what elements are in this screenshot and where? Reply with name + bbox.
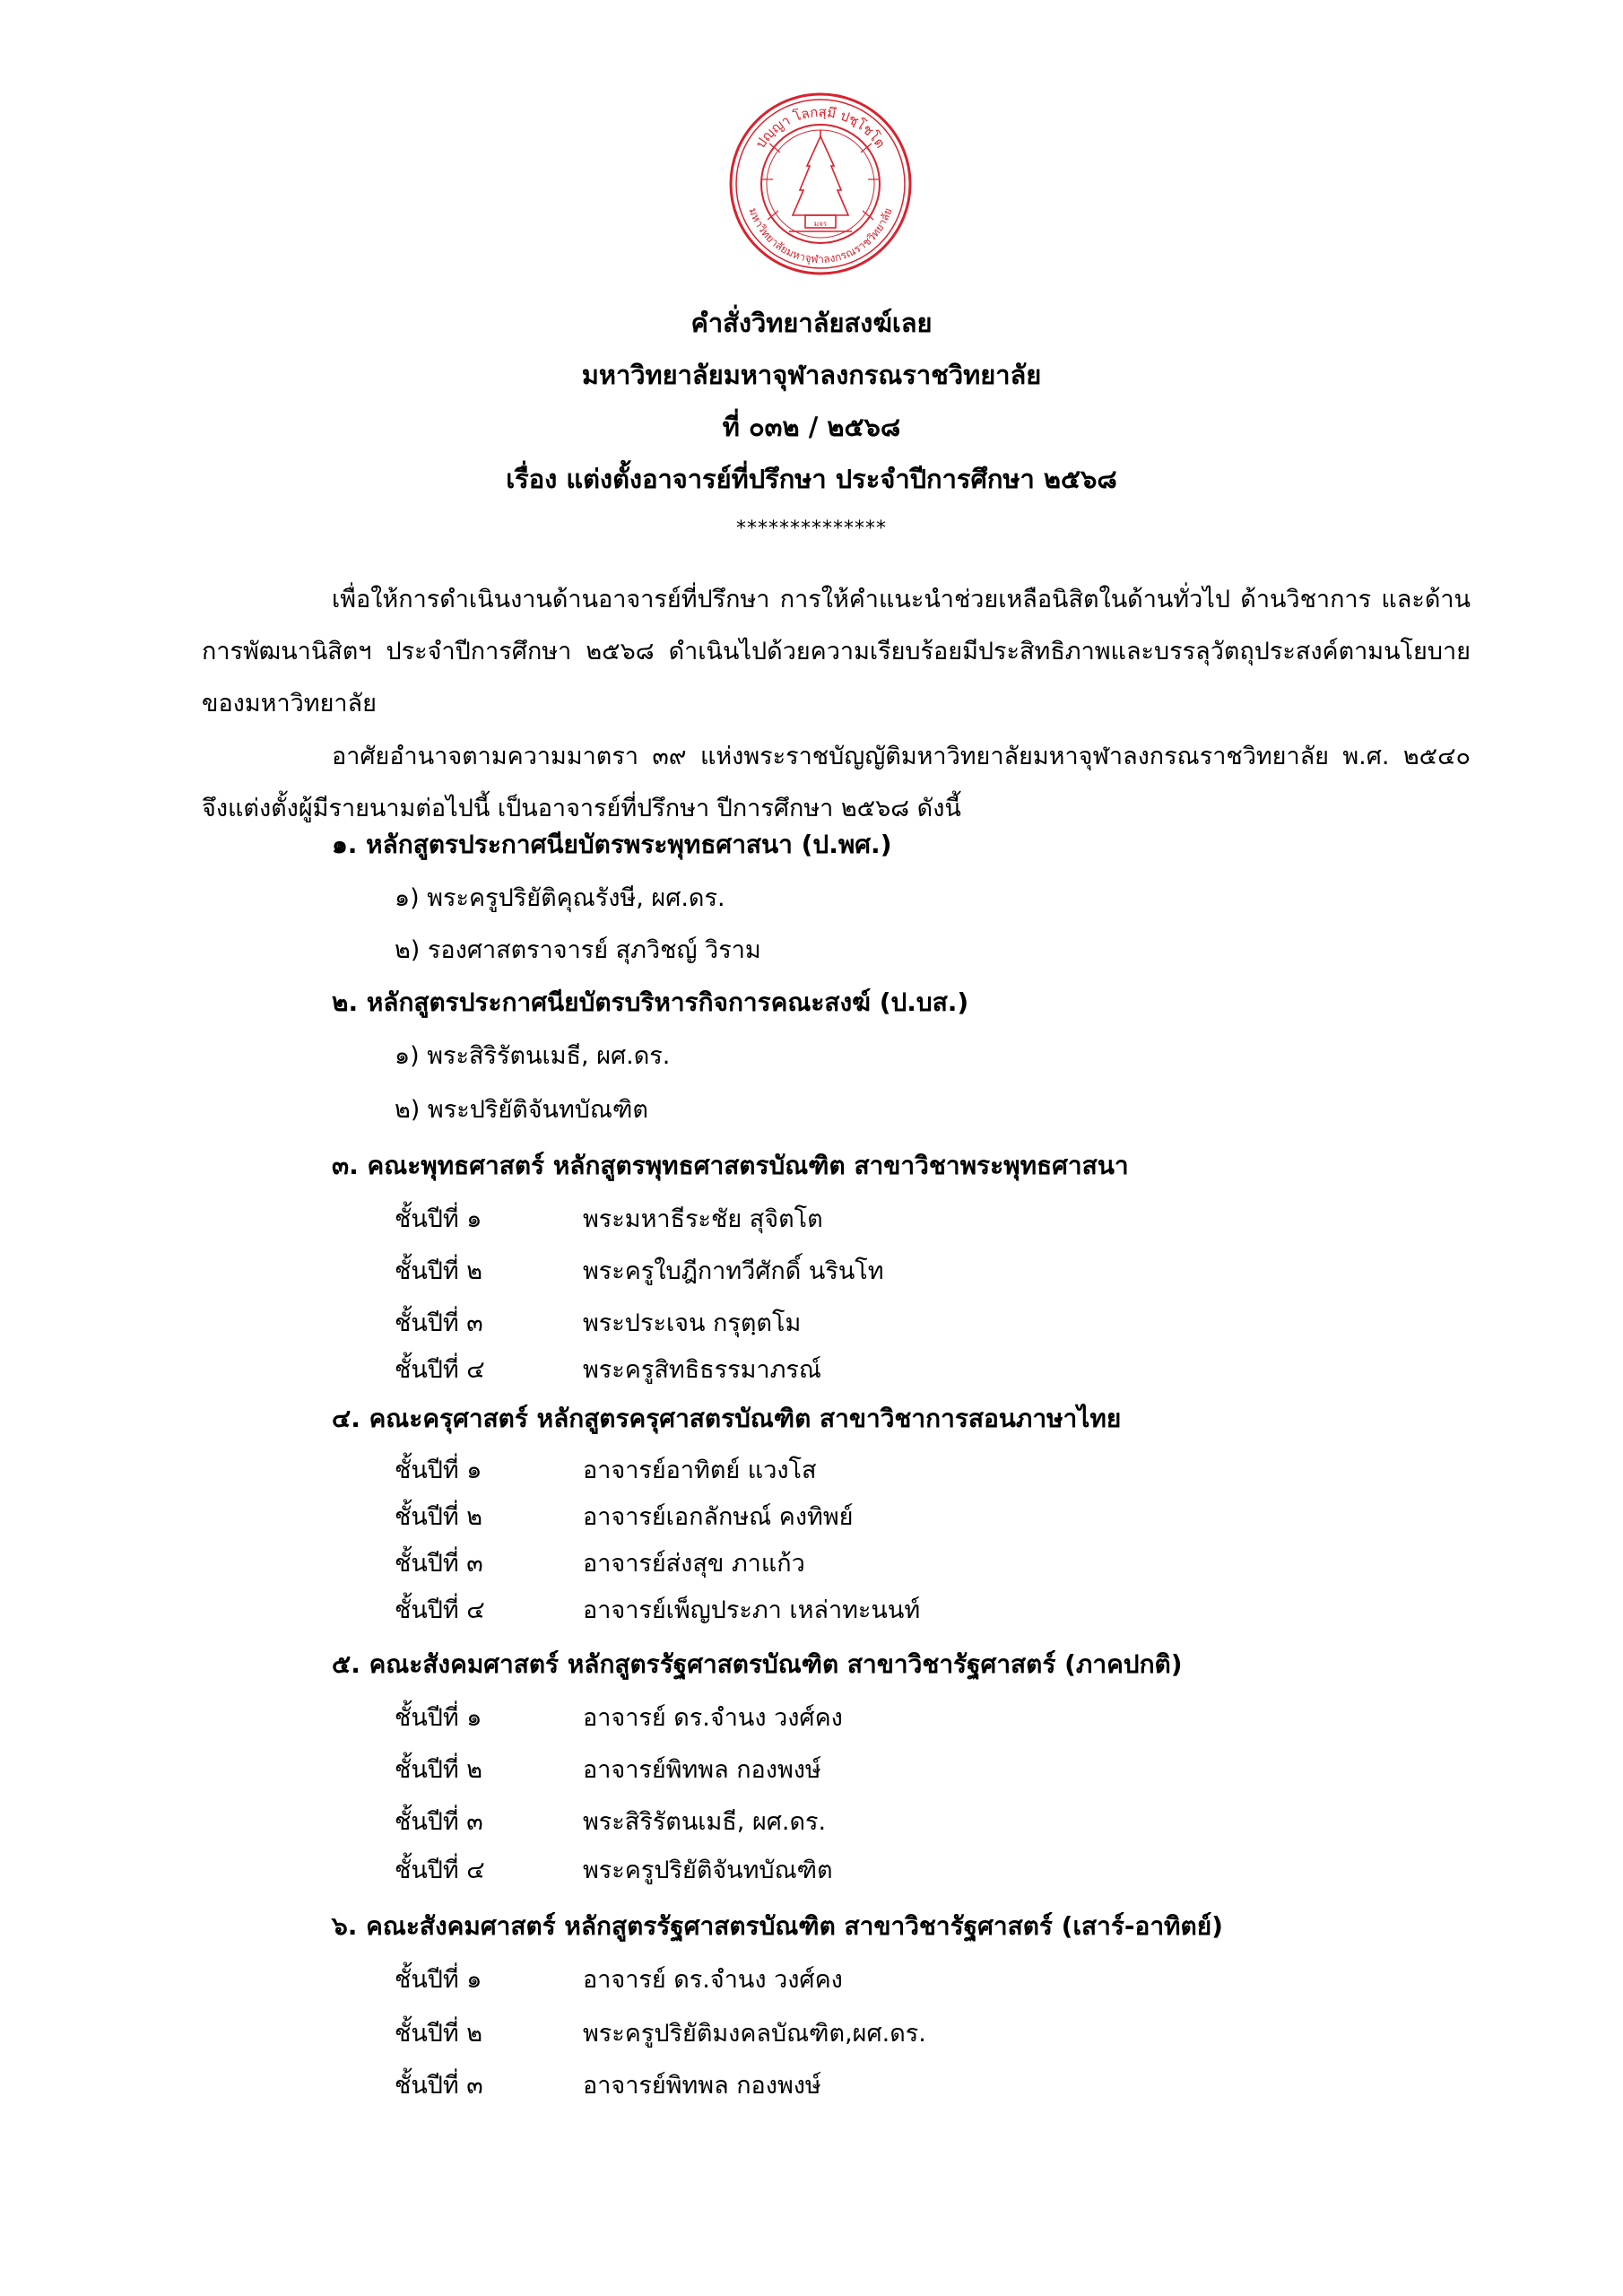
order-number: ที่ ๐๓๒ / ๒๕๖๘ bbox=[722, 412, 901, 442]
advisor-name: พระครูปริยัติมงคลบัณฑิต,ผศ.ดร. bbox=[583, 2020, 926, 2048]
year-label: ชั้นปีที่ ๓ bbox=[395, 1550, 483, 1578]
section-heading: ๕. คณะสังคมศาสตร์ หลักสูตรรัฐศาสตรบัณฑิต สาขาวิชารัฐศาสตร์ (ภาคปกติ) bbox=[332, 1649, 1183, 1679]
university-seal-logo bbox=[726, 90, 915, 278]
year-label: ชั้นปีที่ ๒ bbox=[395, 1503, 483, 1531]
year-label: ชั้นปีที่ ๓ bbox=[395, 1808, 483, 1836]
advisor-name: พระสิริรัตนเมธี, ผศ.ดร. bbox=[583, 1808, 827, 1836]
advisor-name: อาจารย์ ดร.จำนง วงศ์คง bbox=[583, 1704, 843, 1732]
year-label: ชั้นปีที่ ๑ bbox=[395, 1966, 482, 1994]
year-label: ชั้นปีที่ ๒ bbox=[395, 2020, 483, 2048]
advisor-name: พระครูสิทธิธรรมาภรณ์ bbox=[583, 1356, 821, 1384]
advisor-name: พระมหาธีระชัย สุจิตโต bbox=[583, 1205, 823, 1233]
advisor-name: อาจารย์ ดร.จำนง วงศ์คง bbox=[583, 1966, 843, 1994]
year-label: ชั้นปีที่ ๑ bbox=[395, 1205, 482, 1233]
year-label: ชั้นปีที่ ๑ bbox=[395, 1704, 482, 1732]
section-heading: ๑. หลักสูตรประกาศนียบัตรพระพุทธศาสนา (ป.พศ.) bbox=[332, 830, 892, 859]
advisor-name: อาจารย์พิทพล กองพงษ์ bbox=[583, 2072, 821, 2100]
intro-paragraph: เพื่อให้การดำเนินงานด้านอาจารย์ที่ปรึกษา การให้คำแนะนำช่วยเหลือนิสิตในด้านทั่วไป ด้านวิชาการ และด้านการพัฒนานิสิตฯ ประจำปีการศึกษา ๒๕๖๘ ดำเนินไปด้วยความเรียบร้อยมีประสิทธิภาพและบรรลุวัตถุประสงค์ตามนโยบายของมหาวิทยาลัย bbox=[202, 586, 1471, 718]
advisor-name: พระครูใบฎีกาทวีศักดิ์ นรินโท bbox=[583, 1257, 884, 1285]
advisor-name: อาจารย์ส่งสุข ภาแก้ว bbox=[583, 1550, 805, 1578]
section-heading: ๒. หลักสูตรประกาศนียบัตรบริหารกิจการคณะสงฆ์ (ป.บส.) bbox=[332, 987, 969, 1017]
authority-paragraph: อาศัยอำนาจตามความมาตรา ๓๙ แห่งพระราชบัญญัติมหาวิทยาลัยมหาจุฬาลงกรณราชวิทยาลัย พ.ศ. ๒๕๔๐ จึงแต่งตั้งผู้มีรายนามต่อไปนี้ เป็นอาจารย์ที่ปรึกษา ปีการศึกษา ๒๕๖๘ ดังนี้ bbox=[202, 743, 1471, 822]
year-label: ชั้นปีที่ ๓ bbox=[395, 2072, 483, 2100]
year-label: ชั้นปีที่ ๑ bbox=[395, 1457, 482, 1484]
year-label: ชั้นปีที่ ๓ bbox=[395, 1309, 483, 1337]
year-label: ชั้นปีที่ ๔ bbox=[395, 1857, 485, 1884]
advisor-item: ๑) พระครูปริยัติคุณรังษี, ผศ.ดร. bbox=[395, 884, 725, 912]
advisor-name: อาจารย์เอกลักษณ์ คงทิพย์ bbox=[583, 1503, 854, 1531]
year-label: ชั้นปีที่ ๔ bbox=[395, 1356, 485, 1384]
order-issuer: คำสั่งวิทยาลัยสงฆ์เลย bbox=[690, 308, 933, 338]
svg-text:มหาวิทยาลัยมหาจุฬาลงกรณราชวิทย: มหาวิทยาลัยมหาจุฬาลงกรณราชวิทยาลัย bbox=[746, 206, 895, 266]
advisor-name: อาจารย์เพ็ญประภา เหล่าทะนนท์ bbox=[583, 1596, 921, 1624]
advisor-name: พระครูปริยัติจันทบัณฑิต bbox=[583, 1857, 833, 1884]
svg-text:ปญฺญา โลกสฺมึ ปชฺโชโต: ปญฺญา โลกสฺมึ ปชฺโชโต bbox=[752, 103, 889, 152]
advisor-name: อาจารย์พิทพล กองพงษ์ bbox=[583, 1756, 821, 1784]
year-label: ชั้นปีที่ ๒ bbox=[395, 1756, 483, 1784]
advisor-name: อาจารย์อาทิตย์ แวงโส bbox=[583, 1457, 817, 1484]
section-heading: ๖. คณะสังคมศาสตร์ หลักสูตรรัฐศาสตรบัณฑิต สาขาวิชารัฐศาสตร์ (เสาร์-อาทิตย์) bbox=[332, 1911, 1223, 1941]
advisor-item: ๒) พระปริยัติจันทบัณฑิต bbox=[395, 1096, 648, 1124]
year-label: ชั้นปีที่ ๔ bbox=[395, 1596, 485, 1624]
advisor-item: ๑) พระสิริรัตนเมธี, ผศ.ดร. bbox=[395, 1042, 671, 1070]
university-name: มหาวิทยาลัยมหาจุฬาลงกรณราชวิทยาลัย bbox=[581, 360, 1042, 390]
section-heading: ๔. คณะครุศาสตร์ หลักสูตรครุศาสตรบัณฑิต สาขาวิชาการสอนภาษาไทย bbox=[332, 1404, 1122, 1433]
section-heading: ๓. คณะพุทธศาสตร์ หลักสูตรพุทธศาสตรบัณฑิต สาขาวิชาพระพุทธศาสนา bbox=[332, 1151, 1129, 1180]
advisor-name: พระประเจน กรุตฺตโม bbox=[583, 1309, 802, 1337]
svg-text:มจร: มจร bbox=[813, 220, 828, 228]
advisor-item: ๒) รองศาสตราจารย์ สุภวิชญ์ วิราม bbox=[395, 936, 761, 964]
year-label: ชั้นปีที่ ๒ bbox=[395, 1257, 483, 1285]
separator-line: ************** bbox=[736, 517, 887, 540]
order-subject: เรื่อง แต่งตั้งอาจารย์ที่ปรึกษา ประจำปีการศึกษา ๒๕๖๘ bbox=[506, 464, 1117, 494]
